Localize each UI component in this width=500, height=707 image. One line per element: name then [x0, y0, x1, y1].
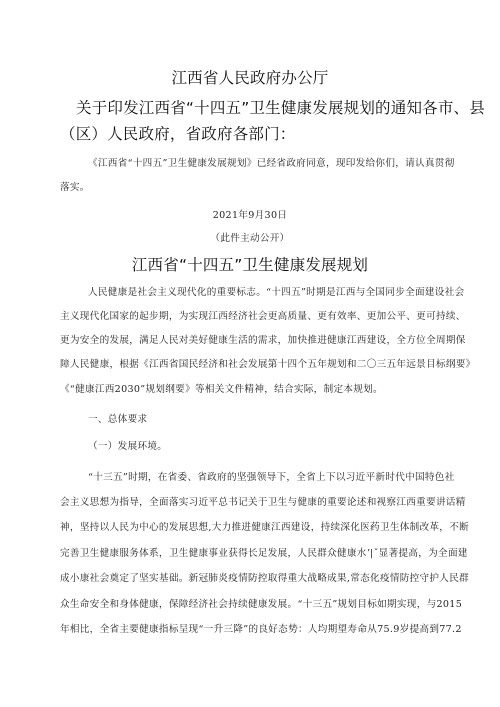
intro-line-2: 落实。 [60, 182, 90, 193]
issuing-office: 江西省人民政府办公厅 [171, 69, 329, 87]
paragraph-line: 完善卫生健康服务体系，卫生健康事业获得长足发展，人民群众健康水ʼ|ˇ显著提高，为全面建 [60, 548, 468, 559]
disclosure-note: （此件主动公开） [210, 233, 290, 244]
paragraph-line: 会主义思想为指导，全面落实习近平总书记关于卫生与健康的重要论述和视察江西重要讲话精 [60, 497, 466, 508]
paragraph-line: 人民健康是社会主义现代化的重要标志。“十四五”时期是江西与全国同步全面建设社会 [88, 287, 465, 298]
paragraph-line: 年相比，全省主要健康指标呈现“一升三降”的良好态势：人均期望寿命从75.9岁提高到77.2 [60, 624, 462, 635]
paragraph-line: 障人民健康，根据《江西省国民经济和社会发展第十四个五年规划和二〇三五年远景目标纲要》 [60, 359, 476, 370]
paragraph-line: 更为安全的发展，满足人民对美好健康生活的需求，加快推进健康江西建设，全方位全周期保 [60, 335, 466, 346]
paragraph-line: 众生命安全和身体健康，保障经济社会持续健康发展。“十三五”规划目标如期实现，与2015 [60, 599, 463, 610]
section-heading: 一、总体要求 [88, 414, 148, 425]
notice-title-line-1: 关于印发江西省“十四五”卫生健康发展规划的通知各市、县 [76, 99, 485, 117]
paragraph-line: 主义现代化国家的起步期，为实现江西经济社会更高质量、更有效率、更加公平、更可持续、 [60, 311, 466, 322]
paragraph-line: 成小康社会奠定了坚实基础。新冠肺炎疫情防控取得重大战略成果,常态化疫情防控守护人民群 [60, 573, 469, 584]
plan-title: 江西省“十四五”卫生健康发展规划 [131, 256, 369, 274]
paragraph-line: 神，坚持以人民为中心的发展思想,大力推进健康江西建设，持续深化医药卫生体制改革，不断 [60, 522, 469, 533]
issue-date: 2021年9月30日 [212, 210, 288, 221]
paragraph-line: “十三五”时期，在省委、省政府的坚强领导下，全省上下以习近平新时代中国特色社 [88, 472, 455, 483]
notice-title-line-2: （区）人民政府，省政府各部门： [60, 125, 296, 143]
paragraph-line: 《“健康江西2030”规划纲要》等相关文件精神，结合实际，制定本规划。 [60, 384, 383, 395]
subsection-heading: （一）发展环境。 [88, 441, 168, 452]
intro-line-1: 《江西省“十四五”卫生健康发展规划》已经省政府同意，现印发给你们，请认真贯彻 [88, 158, 455, 169]
